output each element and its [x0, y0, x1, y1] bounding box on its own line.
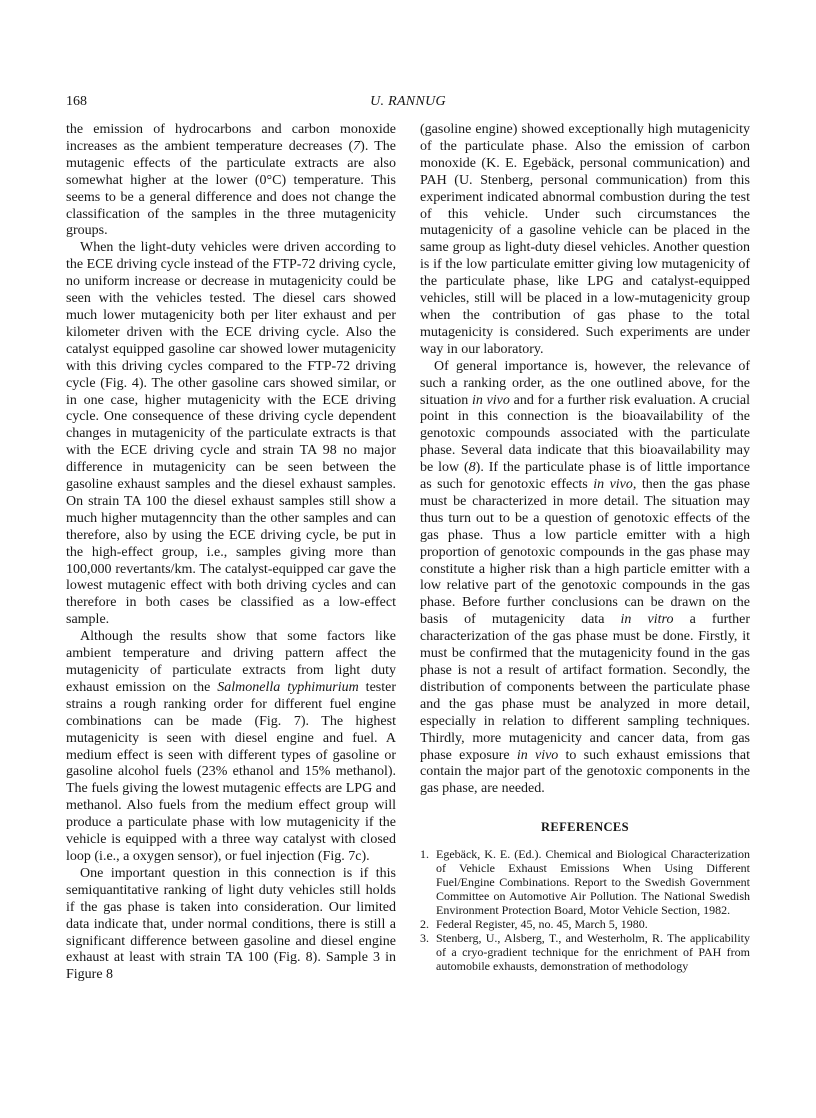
paragraph: (gasoline engine) showed exceptionally high mutagenicity of the particulate phase. Also the emission of carbon monoxide (K. E. Egebäck, personal communication) and PAH (U. Stenberg, personal communication) from this experiment indicated abnormal combustion during the test of this vehicle. Under such circumstances the mutagenicity of a gasoline vehicle can be placed in the same group as light-duty diesel vehicles. Another question is if the low particulate emitter giving low mutagenicity of the particulate phase, like LPG and catalyst-equipped vehicles, still will be placed in a low-mutagenicity group when the contribution of gas phase to the total mutagenicity is considered. Such experiments are under way in our laboratory. [420, 122, 750, 357]
paragraph: the emission of hydrocarbons and carbon monoxide increases as the ambient temperature decreases (7). The mutagenic effects of the particulate extracts are also somewhat higher at the lower (0°C) temperature. This seems to be a general difference and does not change the classification of the samples in the three mutagenicity groups. [66, 122, 396, 239]
reference-text: Egebäck, K. E. (Ed.). Chemical and Biological Characterization of Vehicle Exhaust Emissions When Using Different Fuel/Engine Combinations. Report to the Swedish Government Committee on Automotive Air Pollution. The National Swedish Environment Protection Board, Motor Vehicle Section, 1982. [436, 847, 750, 918]
reference-item [420, 931, 750, 973]
reference-number: 3. [420, 931, 429, 946]
reference-text: Stenberg, U., Alsberg, T., and Westerholm, R. The applicability of a cryo-gradient technique for the enrichment of PAH from automobile exhausts, demonstration of methodology [436, 931, 750, 974]
right-column-paragraphs [420, 122, 750, 798]
reference-item [420, 917, 750, 931]
reference-number: 1. [420, 847, 429, 862]
reference-item [420, 847, 750, 917]
page-number: 168 [66, 94, 87, 109]
references-heading: REFERENCES [540, 820, 630, 835]
reference-number: 2. [420, 917, 429, 932]
page-header [66, 94, 750, 112]
paragraph: One important question in this connection is if this semiquantitative ranking of light duty vehicles still holds if the gas phase is taken into consideration. Our limited data indicate that, under normal conditions, there is still a significant difference between gasoline and diesel engine exhaust at least with strain TA 100 (Fig. 8). Sample 3 in Figure 8 [66, 865, 396, 983]
left-column [66, 122, 396, 984]
paragraph: Of general importance is, however, the relevance of such a ranking order, as the one outlined above, for the situation in vivo and for a further risk evaluation. A crucial point in this connection is the bioavailability of the genotoxic compounds associated with the particulate phase. Several data indicate that this bioavailability may be low (8). If the particulate phase is of little importance as such for genotoxic effects in vivo, then the gas phase must be characterized in more detail. The situation may thus turn out to be a question of genotoxic effects of the gas phase. Thus a low particle emitter with a high proportion of genotoxic compounds in the gas phase may constitute a higher risk than a high particle emitter with a low relative part of the genotoxic compounds in the gas phase. Before further conclusions can be drawn on the basis of mutagenicity data in vitro a further characterization of the gas phase must be done. Firstly, it must be confirmed that the mutagenicity found in the gas phase is not a result of artifact formation. Secondly, the distribution of components between the particulate phase and the gas phase must be analyzed in more detail, especially in relation to different sampling techniques. Thirdly, more mutagenicity and cancer data, from gas phase exposure in vivo to such exhaust emissions that contain the major part of the genotoxic components in the gas phase, are needed. [420, 358, 751, 797]
paragraph: When the light-duty vehicles were driven according to the ECE driving cycle instead of the FTP-72 driving cycle, no uniform increase or decrease in mutagenicity could be seen with the vehicles tested. The diesel cars showed much lower mutagenicity both per liter exhaust and per kilometer driven with the ECE driving cycle. Also the catalyst equipped gasoline car showed lower mutagenicity with this driving cycles compared to the FTP-72 driving cycle (Fig. 4). The other gasoline cars showed similar, or in one case, higher mutagenicity with the ECE driving cycle. One consequence of these driving cycle dependent changes in mutagenicity of the particulate extracts is that with the ECE driving cycle and strain TA 98 no major difference in mutagenicity can be seen between the gasoline exhaust samples and the diesel exhaust samples. On strain TA 100 the diesel exhaust samples still show a much higher mutagenncity than the other samples and can therefore, also by using the ECE driving cycle, be put in the high-effect group, i.e., samples giving more than 100,000 revertants/km. The catalyst-equipped car gave the lowest mutagenic effect with both driving cycles and can therefore in both cases be classified as a low-effect sample. [66, 240, 396, 628]
article-body [66, 122, 750, 984]
right-column [420, 122, 750, 984]
references-list [420, 847, 750, 973]
reference-text: Federal Register, 45, no. 45, March 5, 1980. [436, 917, 648, 932]
running-head: U. RANNUG [370, 94, 446, 109]
paragraph: Although the results show that some factors like ambient temperature and driving pattern affect the mutagenicity of particulate extracts from light duty exhaust emission on the Salmonella typhimurium tester strains a rough ranking order for different fuel engine combinations can be made (Fig. 7). The highest mutagenicity is seen with diesel engine and fuel. A medium effect is seen with different types of gasoline or gasoline alcohol fuels (23% ethanol and 15% methanol). The fuels giving the lowest mutagenic effects are LPG and methanol. Also fuels from the medium effect group will produce a particulate phase with low mutagenicity if the vehicle is equipped with a three way catalyst with closed loop (i.e., a oxygen sensor), or fuel injection (Fig. 7c). [66, 629, 396, 864]
